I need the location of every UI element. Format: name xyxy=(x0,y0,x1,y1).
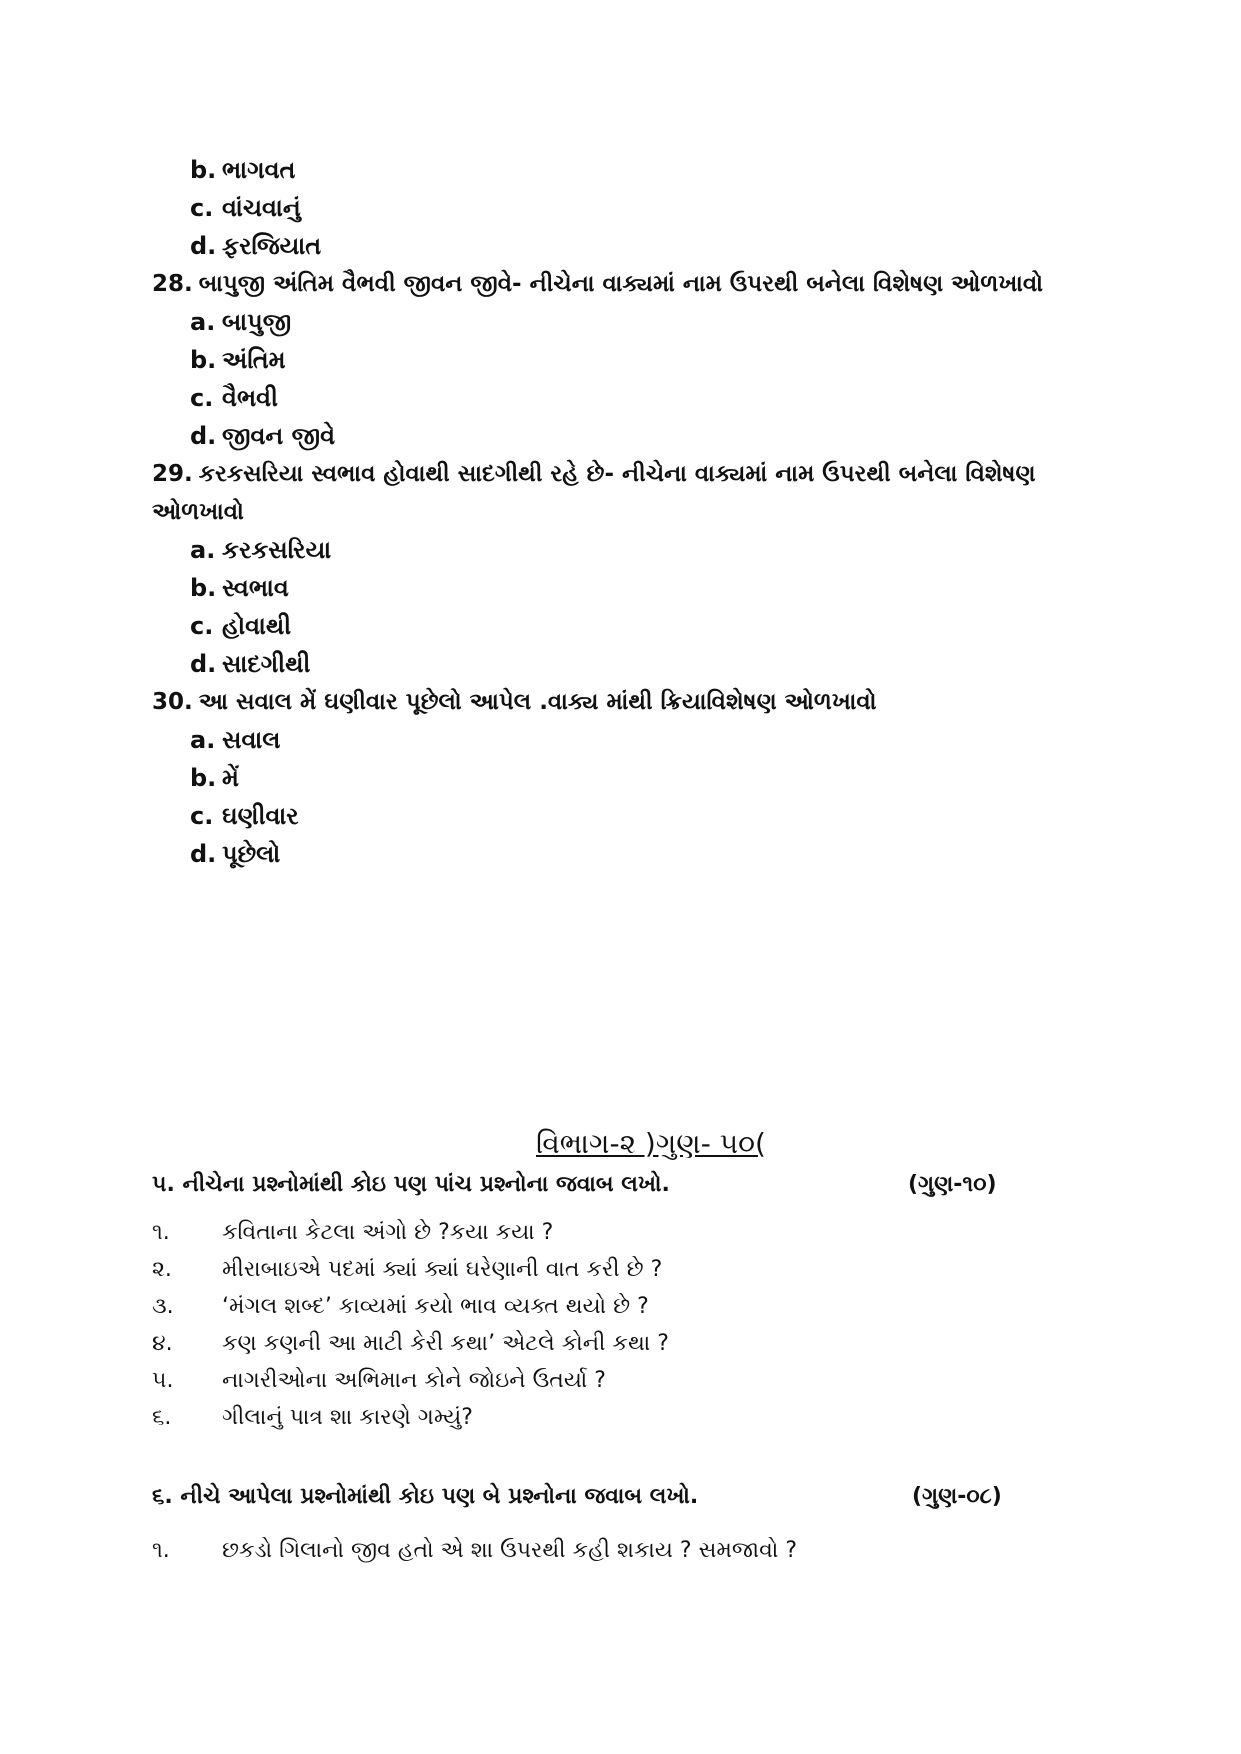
option-letter: c. xyxy=(190,612,214,640)
option-letter: c. xyxy=(190,384,214,412)
item-text: મીરાબાઇએ પદમાં ક્યાં ક્યાં ઘરેણાની વાત કરી છે ? xyxy=(222,1257,663,1282)
question-text: બાપુજી અંતિમ વૈભવી જીવન જીવે- નીચેના વાક્યમાં નામ ઉપરથી બનેલા વિશેષણ ઓળખાવો xyxy=(198,271,1043,297)
marks-label: (ગુણ-૦૮) xyxy=(912,1484,1002,1509)
option-q27-c xyxy=(190,192,301,224)
option-text: વાંચવાનું xyxy=(222,194,301,222)
option-letter: b. xyxy=(190,346,217,374)
item-text: ગીલાનું પાત્ર શા કારણે ગમ્યું? xyxy=(222,1405,473,1430)
section-heading: વિભાગ-૨ )ગુણ- ૫૦( xyxy=(536,1127,766,1160)
option-q28-b xyxy=(190,344,286,376)
option-q29-b xyxy=(190,572,289,604)
question-30 xyxy=(152,686,876,718)
option-q29-c xyxy=(190,610,291,642)
option-letter: d. xyxy=(190,840,217,868)
option-text: ભાગવત xyxy=(222,156,296,184)
option-text: ઘણીવાર xyxy=(222,802,299,830)
option-q30-a xyxy=(190,724,280,756)
question-number: 28. xyxy=(152,271,193,297)
question-28 xyxy=(152,268,1043,300)
option-letter: d. xyxy=(190,422,217,450)
section-question-6-title: ૬. નીચે આપેલા પ્રશ્નોમાંથી કોઇ પણ બે પ્રશ્નોના જવાબ લખો. xyxy=(152,1484,699,1509)
option-text: વૈભવી xyxy=(222,384,278,412)
option-letter: c. xyxy=(190,802,214,830)
option-letter: a. xyxy=(190,536,216,564)
option-q30-b xyxy=(190,762,239,794)
option-letter: b. xyxy=(190,764,217,792)
item-number: ૪. xyxy=(152,1331,173,1356)
option-text: બાપુજી xyxy=(222,308,292,336)
option-text: જીવન જીવે xyxy=(222,422,336,450)
item-number: ૬. xyxy=(152,1405,172,1430)
question-number: 29. xyxy=(152,461,193,487)
item-text: છકડો ગિલાનો જીવ હતો એ શા ઉપરથી કહી શકાય ? સમજાવો ? xyxy=(222,1538,797,1563)
option-letter: a. xyxy=(190,726,216,754)
option-text: અંતિમ xyxy=(222,346,286,374)
option-text: હોવાથી xyxy=(222,612,292,640)
question-text: આ સવાલ મેં ઘણીવાર પૂછેલો આપેલ .વાક્ય માંથી ક્રિયાવિશેષણ ઓળખાવો xyxy=(198,689,877,715)
option-q29-d xyxy=(190,648,310,680)
question-text: કરકસરિયા સ્વભાવ હોવાથી સાદગીથી રહે છે- નીચેના વાક્યમાં નામ ઉપરથી બનેલા વિશેષણ xyxy=(198,461,1036,487)
option-letter: a. xyxy=(190,308,216,336)
option-text: પૂછેલો xyxy=(222,840,281,868)
question-29-continued: ઓળખાવો xyxy=(152,499,244,525)
item-text: ‘મંગલ શબ્દ’ કાવ્યમાં કયો ભાવ વ્યક્ત થયો છે ? xyxy=(222,1294,649,1319)
item-text: નાગરીઓના અભિમાન કોને જોઇને ઉતર્યા ? xyxy=(222,1368,606,1393)
option-q28-c xyxy=(190,382,278,414)
item-number: ૨. xyxy=(152,1257,172,1282)
option-letter: d. xyxy=(190,650,217,678)
item-number: ૩. xyxy=(152,1294,174,1319)
option-letter: b. xyxy=(190,156,217,184)
option-text: સવાલ xyxy=(222,726,281,754)
option-text: સ્વભાવ xyxy=(222,574,289,602)
option-q27-b xyxy=(190,154,295,186)
option-text: કરકસરિયા xyxy=(222,536,332,564)
option-q30-c xyxy=(190,800,299,832)
option-text: સાદગીથી xyxy=(222,650,311,678)
option-q30-d xyxy=(190,838,280,870)
item-text: કવિતાના કેટલા અંગો છે ?કયા કયા ? xyxy=(222,1220,554,1245)
option-letter: d. xyxy=(190,232,217,260)
item-text: કણ કણની આ માટી કેરી કથા’ એટલે કોની કથા ? xyxy=(222,1331,669,1356)
option-q28-d xyxy=(190,420,335,452)
question-number: 30. xyxy=(152,689,193,715)
section-question-5-title: ૫. નીચેના પ્રશ્નોમાંથી કોઇ પણ પાંચ પ્રશ્નોના જવાબ લખો. xyxy=(152,1172,670,1197)
option-letter: c. xyxy=(190,194,214,222)
option-q27-d xyxy=(190,230,321,262)
option-letter: b. xyxy=(190,574,217,602)
item-number: ૫. xyxy=(152,1368,174,1393)
option-text: મેં xyxy=(222,764,239,792)
marks-label: (ગુણ-૧૦) xyxy=(908,1172,997,1197)
item-number: ૧. xyxy=(152,1220,170,1245)
option-q28-a xyxy=(190,306,291,338)
item-number: ૧. xyxy=(152,1538,170,1563)
question-29 xyxy=(152,458,1036,490)
option-text: ફરજિયાત xyxy=(222,232,322,260)
option-q29-a xyxy=(190,534,331,566)
